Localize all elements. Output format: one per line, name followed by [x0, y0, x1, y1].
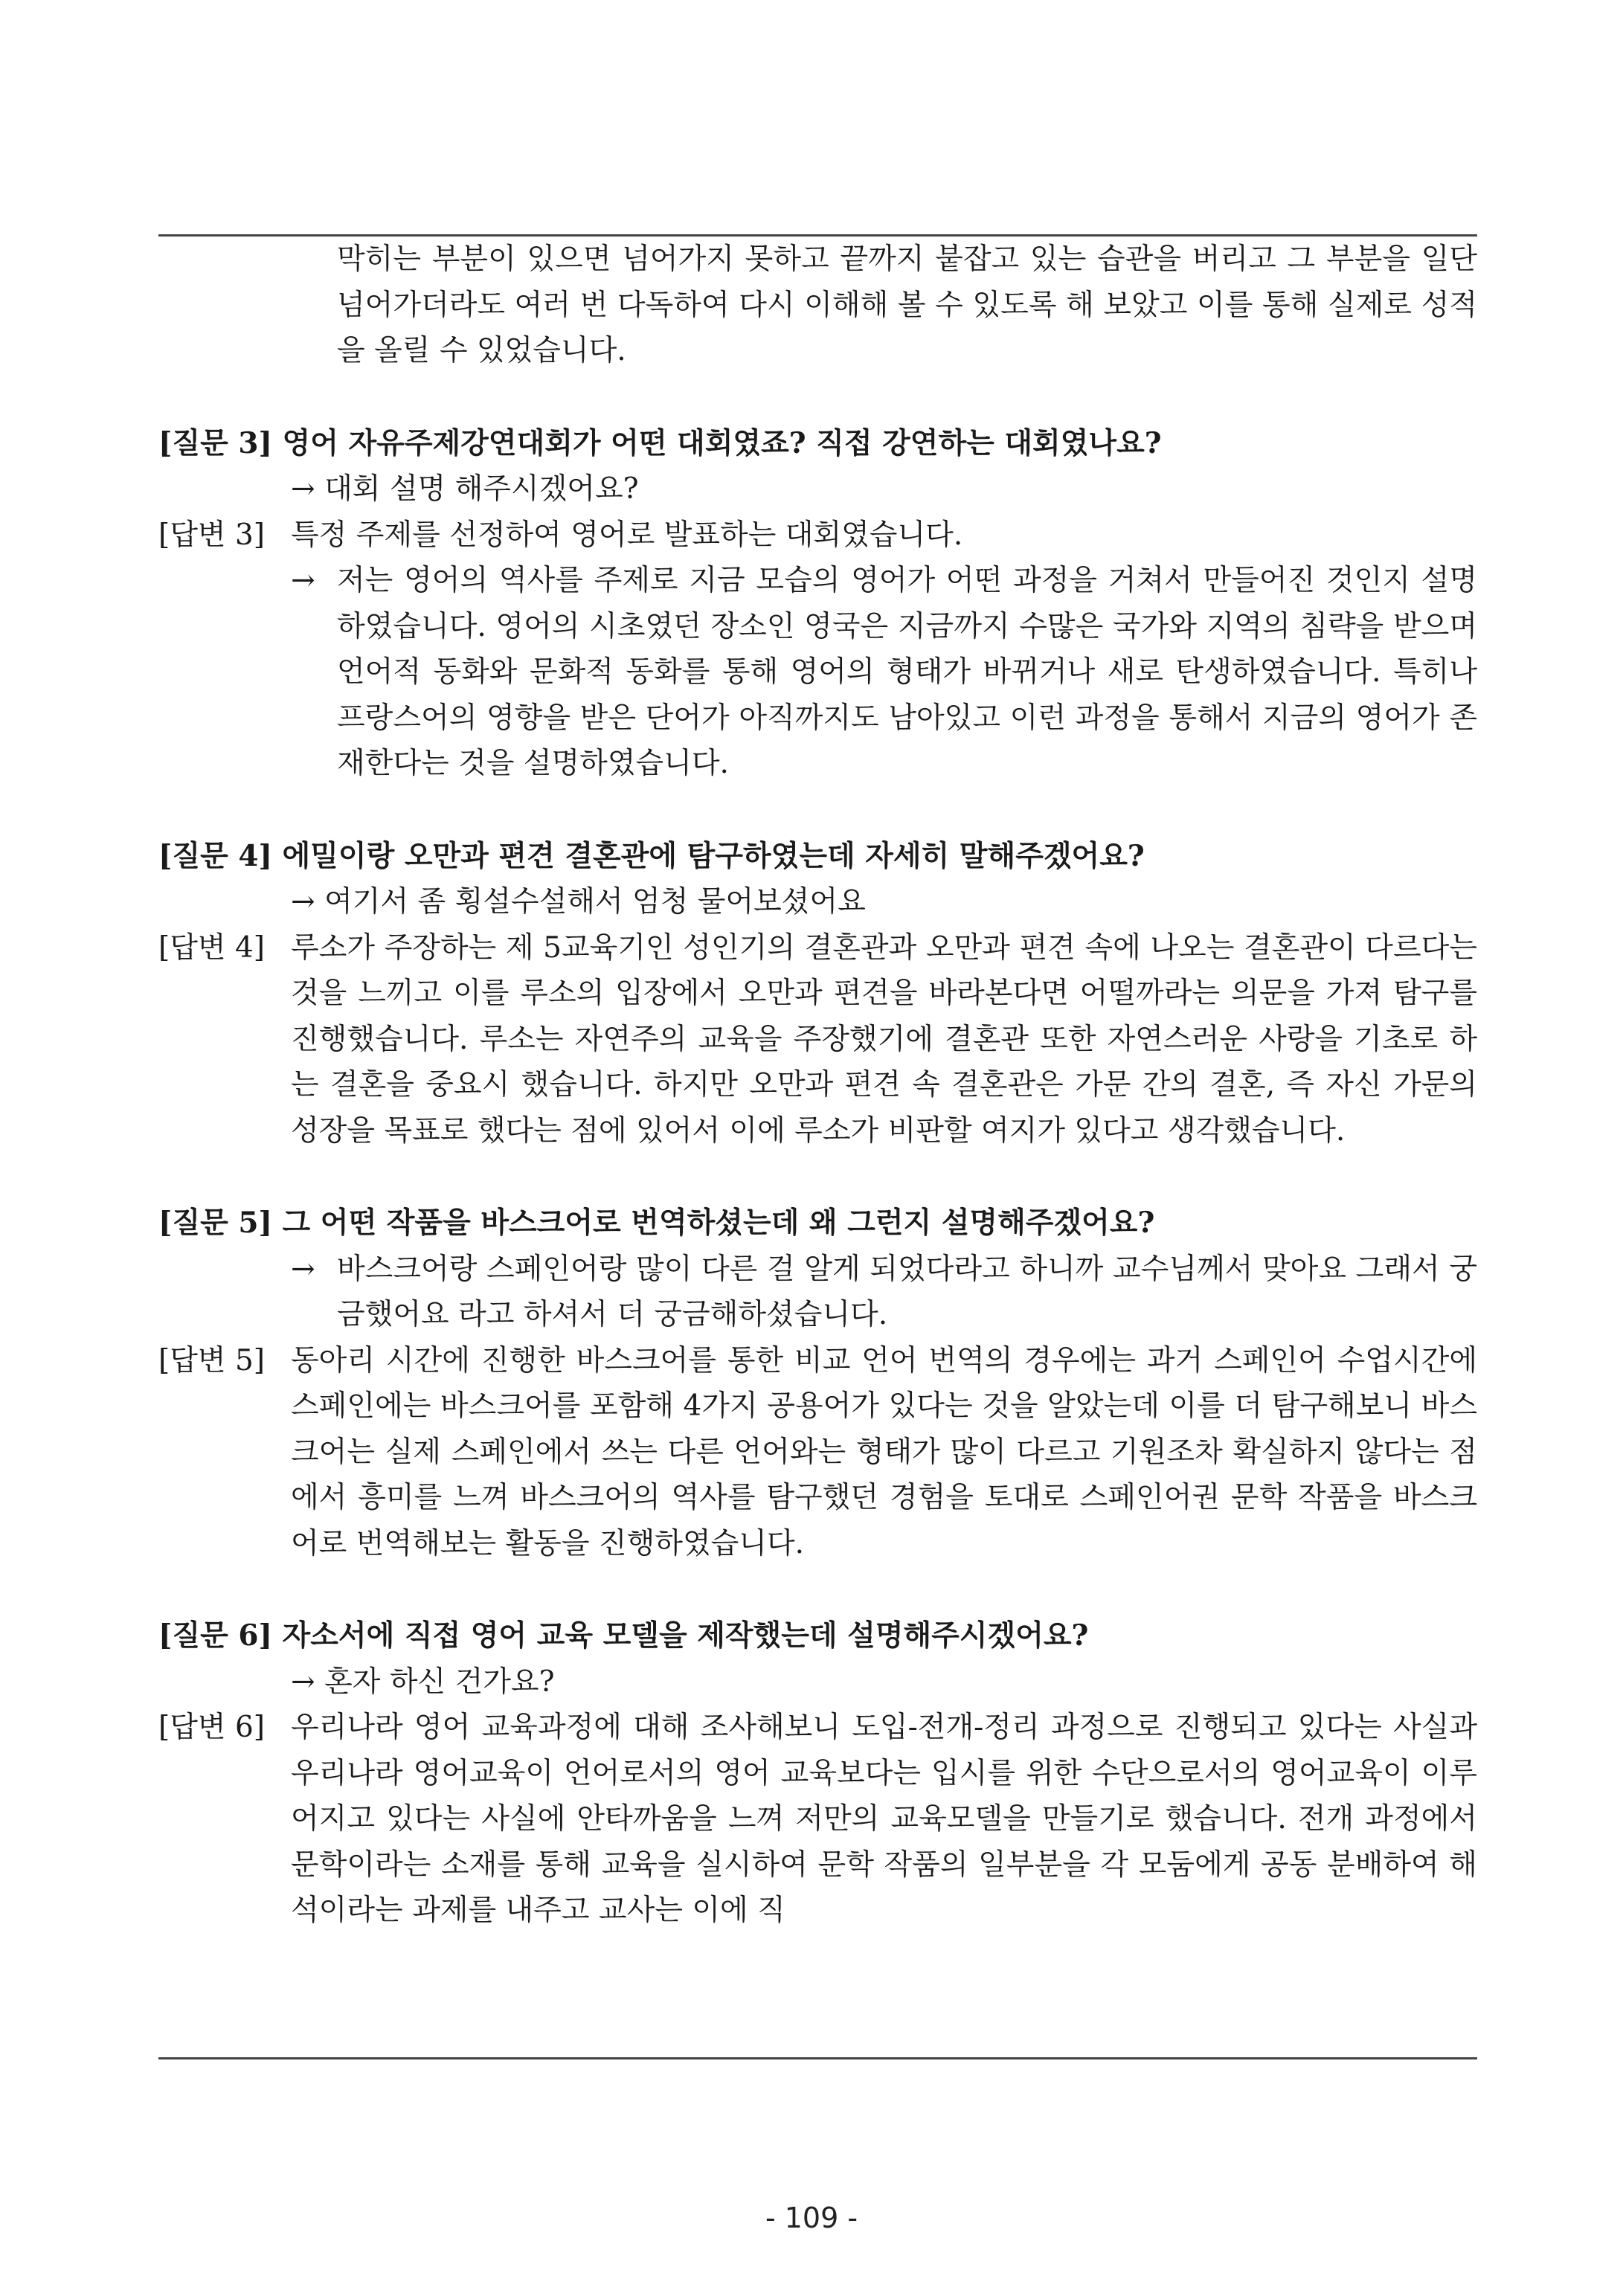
- followup-3: [158, 466, 1477, 512]
- continuation-paragraph: 막히는 부분이 있으면 넘어가지 못하고 끝까지 붙잡고 있는 습관을 버리고 그 부분을 일단 넘어가더라도 여러 번 다독하여 다시 이해해 볼 수 있도록 해 보았고 이를 통해 실제로 성적을 올릴 수 있었습니다.: [337, 242, 1477, 367]
- question-4-label: [질문 4]: [158, 838, 272, 873]
- question-6-label: [질문 6]: [158, 1618, 272, 1653]
- answer-3-followup: [158, 558, 1477, 787]
- question-6: [158, 1613, 1477, 1659]
- followup-6-text: 혼자 하신 건가요?: [324, 1665, 555, 1699]
- answer-3-followup-text: 저는 영어의 역사를 주제로 지금 모습의 영어가 어떤 과정을 거쳐서 만들어진 것인지 설명하였습니다. 영어의 시초였던 장소인 영국은 지금까지 수많은 국가와 지역의 침략을 받으며 언어적 동화와 문화적 동화를 통해 영어의 형태가 바뀌거나 새로 탄생하였습니다. 특히나 프랑스어의 영향을 받은 단어가 아직까지도 남아있고 이런 과정을 통해서 지금의 영어가 존재한다는 것을 설명하였습니다.: [337, 564, 1477, 780]
- answer-5-text: 동아리 시간에 진행한 바스크어를 통한 비교 언어 번역의 경우에는 과거 스페인어 수업시간에 스페인에는 바스크어를 포함해 4가지 공용어가 있다는 것을 알았는데 이를 더 탐구해보니 바스크어는 실제 스페인에서 쓰는 다른 언어와는 형태가 많이 다르고 기원조차 확실하지 않다는 점에서 흥미를 느껴 바스크어의 역사를 탐구했던 경험을 토대로 스페인어권 문학 작품을 바스크어로 번역해보는 활동을 진행하였습니다.: [291, 1343, 1477, 1560]
- answer-3-text: 특정 주제를 선정하여 영어로 발표하는 대회였습니다.: [291, 518, 963, 552]
- answer-3: [158, 512, 1477, 559]
- qa-section-6: [158, 1613, 1477, 1934]
- question-3-text: 영어 자유주제강연대회가 어떤 대회였죠? 직접 강연하는 대회였나요?: [282, 425, 1162, 460]
- followup-5: [158, 1247, 1477, 1338]
- answer-3-label: [답변 3]: [158, 518, 265, 552]
- arrow-icon: →: [291, 564, 315, 597]
- question-3-label: [질문 3]: [158, 425, 272, 460]
- followup-4-text: 여기서 좀 횡설수설해서 엄청 물어보셨어요: [324, 885, 866, 919]
- arrow-icon: →: [291, 472, 315, 506]
- answer-6: [158, 1705, 1477, 1934]
- answer-6-text: 우리나라 영어 교육과정에 대해 조사해보니 도입-전개-정리 과정으로 진행되고 있다는 사실과 우리나라 영어교육이 언어로서의 영어 교육보다는 입시를 위한 수단으로서의 영어교육이 이루어지고 있다는 사실에 안타까움을 느껴 저만의 교육모델을 만들기로 했습니다. 전개 과정에서 문학이라는 소재를 통해 교육을 실시하여 문학 작품의 일부분을 각 모둠에게 공동 분배하여 해석이라는 과제를 내주고 교사는 이에 직: [291, 1711, 1477, 1927]
- answer-4-label: [답변 4]: [158, 930, 265, 965]
- answer-6-label: [답변 6]: [158, 1711, 265, 1744]
- question-3: [158, 421, 1477, 467]
- qa-section-3: [158, 421, 1477, 787]
- page-number: - 109 -: [765, 2202, 858, 2234]
- question-6-text: 자소서에 직접 영어 교육 모델을 제작했는데 설명해주시겠어요?: [282, 1618, 1089, 1653]
- qa-section-5: [158, 1200, 1477, 1566]
- followup-6: [158, 1659, 1477, 1705]
- followup-3-text: 대회 설명 해주시겠어요?: [324, 472, 639, 506]
- arrow-icon: →: [291, 885, 315, 919]
- answer-4: [158, 925, 1477, 1154]
- answer-5: [158, 1338, 1477, 1567]
- followup-4: [158, 879, 1477, 925]
- question-5-label: [질문 5]: [158, 1206, 272, 1240]
- question-5: [158, 1200, 1477, 1247]
- arrow-icon: →: [291, 1252, 315, 1286]
- question-4: [158, 834, 1477, 880]
- answer-4-text: 루소가 주장하는 제 5교육기인 성인기의 결혼관과 오만과 편견 속에 나오는 결혼관이 다르다는 것을 느끼고 이를 루소의 입장에서 오만과 편견을 바라본다면 어떨까라는 의문을 가져 탐구를 진행했습니다. 루소는 자연주의 교육을 주장했기에 결혼관 또한 자연스러운 사랑을 기초로 하는 결혼을 중요시 했습니다. 하지만 오만과 편견 속 결혼관은 가문 간의 결혼, 즉 자신 가문의 성장을 목표로 했다는 점에 있어서 이에 루소가 비판할 여지가 있다고 생각했습니다.: [291, 930, 1477, 1148]
- question-5-text: 그 어떤 작품을 바스크어로 번역하셨는데 왜 그런지 설명해주겠어요?: [282, 1206, 1155, 1240]
- bottom-rule: [158, 2057, 1477, 2059]
- answer-5-label: [답변 5]: [158, 1343, 265, 1377]
- followup-5-text: 바스크어랑 스페인어랑 많이 다른 걸 알게 되었다라고 하니까 교수님께서 맞아요 그래서 궁금했어요 라고 하셔서 더 궁금해하셨습니다.: [337, 1252, 1477, 1331]
- page-content: [158, 237, 1477, 2057]
- qa-section-4: [158, 834, 1477, 1154]
- arrow-icon: →: [291, 1665, 315, 1699]
- question-4-text: 에밀이랑 오만과 편견 결혼관에 탐구하였는데 자세히 말해주겠어요?: [282, 838, 1145, 873]
